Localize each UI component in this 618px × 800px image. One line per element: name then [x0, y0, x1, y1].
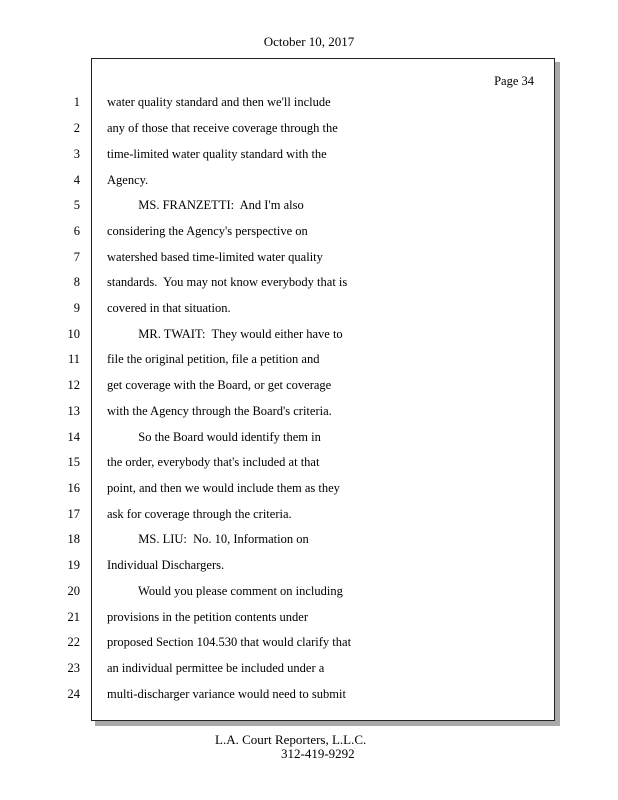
transcript-line: [0, 221, 560, 241]
transcript-line: [0, 684, 560, 704]
line-text: multi-discharger variance would need to submit: [107, 687, 346, 701]
line-number: 24: [67, 687, 80, 701]
reporter-firm-name: L.A. Court Reporters, L.L.C.: [215, 732, 367, 747]
line-text: the order, everybody that's included at that: [107, 455, 320, 469]
transcript-line: [0, 144, 560, 164]
line-number: 13: [67, 404, 80, 418]
line-text: get coverage with the Board, or get coverage: [107, 378, 332, 392]
transcript-line: [0, 324, 560, 344]
page-number: Page 34: [494, 74, 534, 88]
transcript-line: [0, 452, 560, 472]
line-number: 2: [73, 121, 80, 135]
line-number: 16: [67, 481, 80, 495]
line-text: MS. LIU: No. 10, Information on: [107, 532, 309, 546]
line-number: 17: [67, 507, 80, 521]
line-number: 15: [67, 455, 80, 469]
line-text: Would you please comment on including: [107, 584, 343, 598]
line-text: Individual Dischargers.: [107, 558, 225, 572]
transcript-line: [0, 504, 560, 524]
transcript-line: [0, 92, 560, 112]
line-number: 11: [67, 352, 80, 366]
line-text: ask for coverage through the criteria.: [107, 507, 292, 521]
line-text: Agency.: [107, 173, 149, 187]
transcript-line: [0, 581, 560, 601]
line-number: 14: [67, 430, 80, 444]
line-text: water quality standard and then we'll include: [107, 95, 331, 109]
transcript-line: [0, 118, 560, 138]
transcript-line: [0, 375, 560, 395]
transcript-line: [0, 195, 560, 215]
line-text: MR. TWAIT: They would either have to: [107, 327, 343, 341]
line-number: 6: [73, 224, 80, 238]
transcript-line: [0, 529, 560, 549]
line-text: So the Board would identify them in: [107, 430, 321, 444]
line-text: standards. You may not know everybody that is: [107, 275, 348, 289]
transcript-line: [0, 607, 560, 627]
line-number: 4: [73, 173, 80, 187]
line-text: file the original petition, file a petition and: [107, 352, 320, 366]
reporter-phone: 312-419-9292: [281, 746, 355, 761]
line-number: 18: [67, 532, 80, 546]
line-number: 3: [73, 147, 80, 161]
line-number: 9: [73, 301, 80, 315]
line-number: 5: [73, 198, 80, 212]
line-number: 12: [67, 378, 80, 392]
line-number: 1: [73, 95, 80, 109]
line-text: point, and then we would include them as they: [107, 481, 340, 495]
line-number: 20: [67, 584, 80, 598]
transcript-line: [0, 401, 560, 421]
transcript-date: October 10, 2017: [263, 34, 355, 49]
line-number: 22: [67, 635, 80, 649]
line-text: provisions in the petition contents under: [107, 610, 309, 624]
transcript-line: [0, 555, 560, 575]
line-text: with the Agency through the Board's criteria.: [107, 404, 332, 418]
transcript-line: [0, 170, 560, 190]
line-text: considering the Agency's perspective on: [107, 224, 308, 238]
transcript-line: [0, 632, 560, 652]
line-text: proposed Section 104.530 that would clarify that: [107, 635, 352, 649]
line-text: watershed based time-limited water quality: [107, 250, 323, 264]
line-number: 8: [73, 275, 80, 289]
transcript-line: [0, 427, 560, 447]
transcript-line: [0, 298, 560, 318]
line-number: 7: [73, 250, 80, 264]
line-text: time-limited water quality standard with the: [107, 147, 327, 161]
line-number: 23: [67, 661, 80, 675]
transcript-line: [0, 272, 560, 292]
transcript-line: [0, 658, 560, 678]
line-text: an individual permittee be included under a: [107, 661, 325, 675]
transcript-line: [0, 478, 560, 498]
line-number: 21: [67, 610, 80, 624]
transcript-line: [0, 349, 560, 369]
line-text: MS. FRANZETTI: And I'm also: [107, 198, 304, 212]
line-number: 10: [67, 327, 80, 341]
line-text: covered in that situation.: [107, 301, 231, 315]
line-text: any of those that receive coverage through the: [107, 121, 338, 135]
line-number: 19: [67, 558, 80, 572]
transcript-line: [0, 247, 560, 267]
